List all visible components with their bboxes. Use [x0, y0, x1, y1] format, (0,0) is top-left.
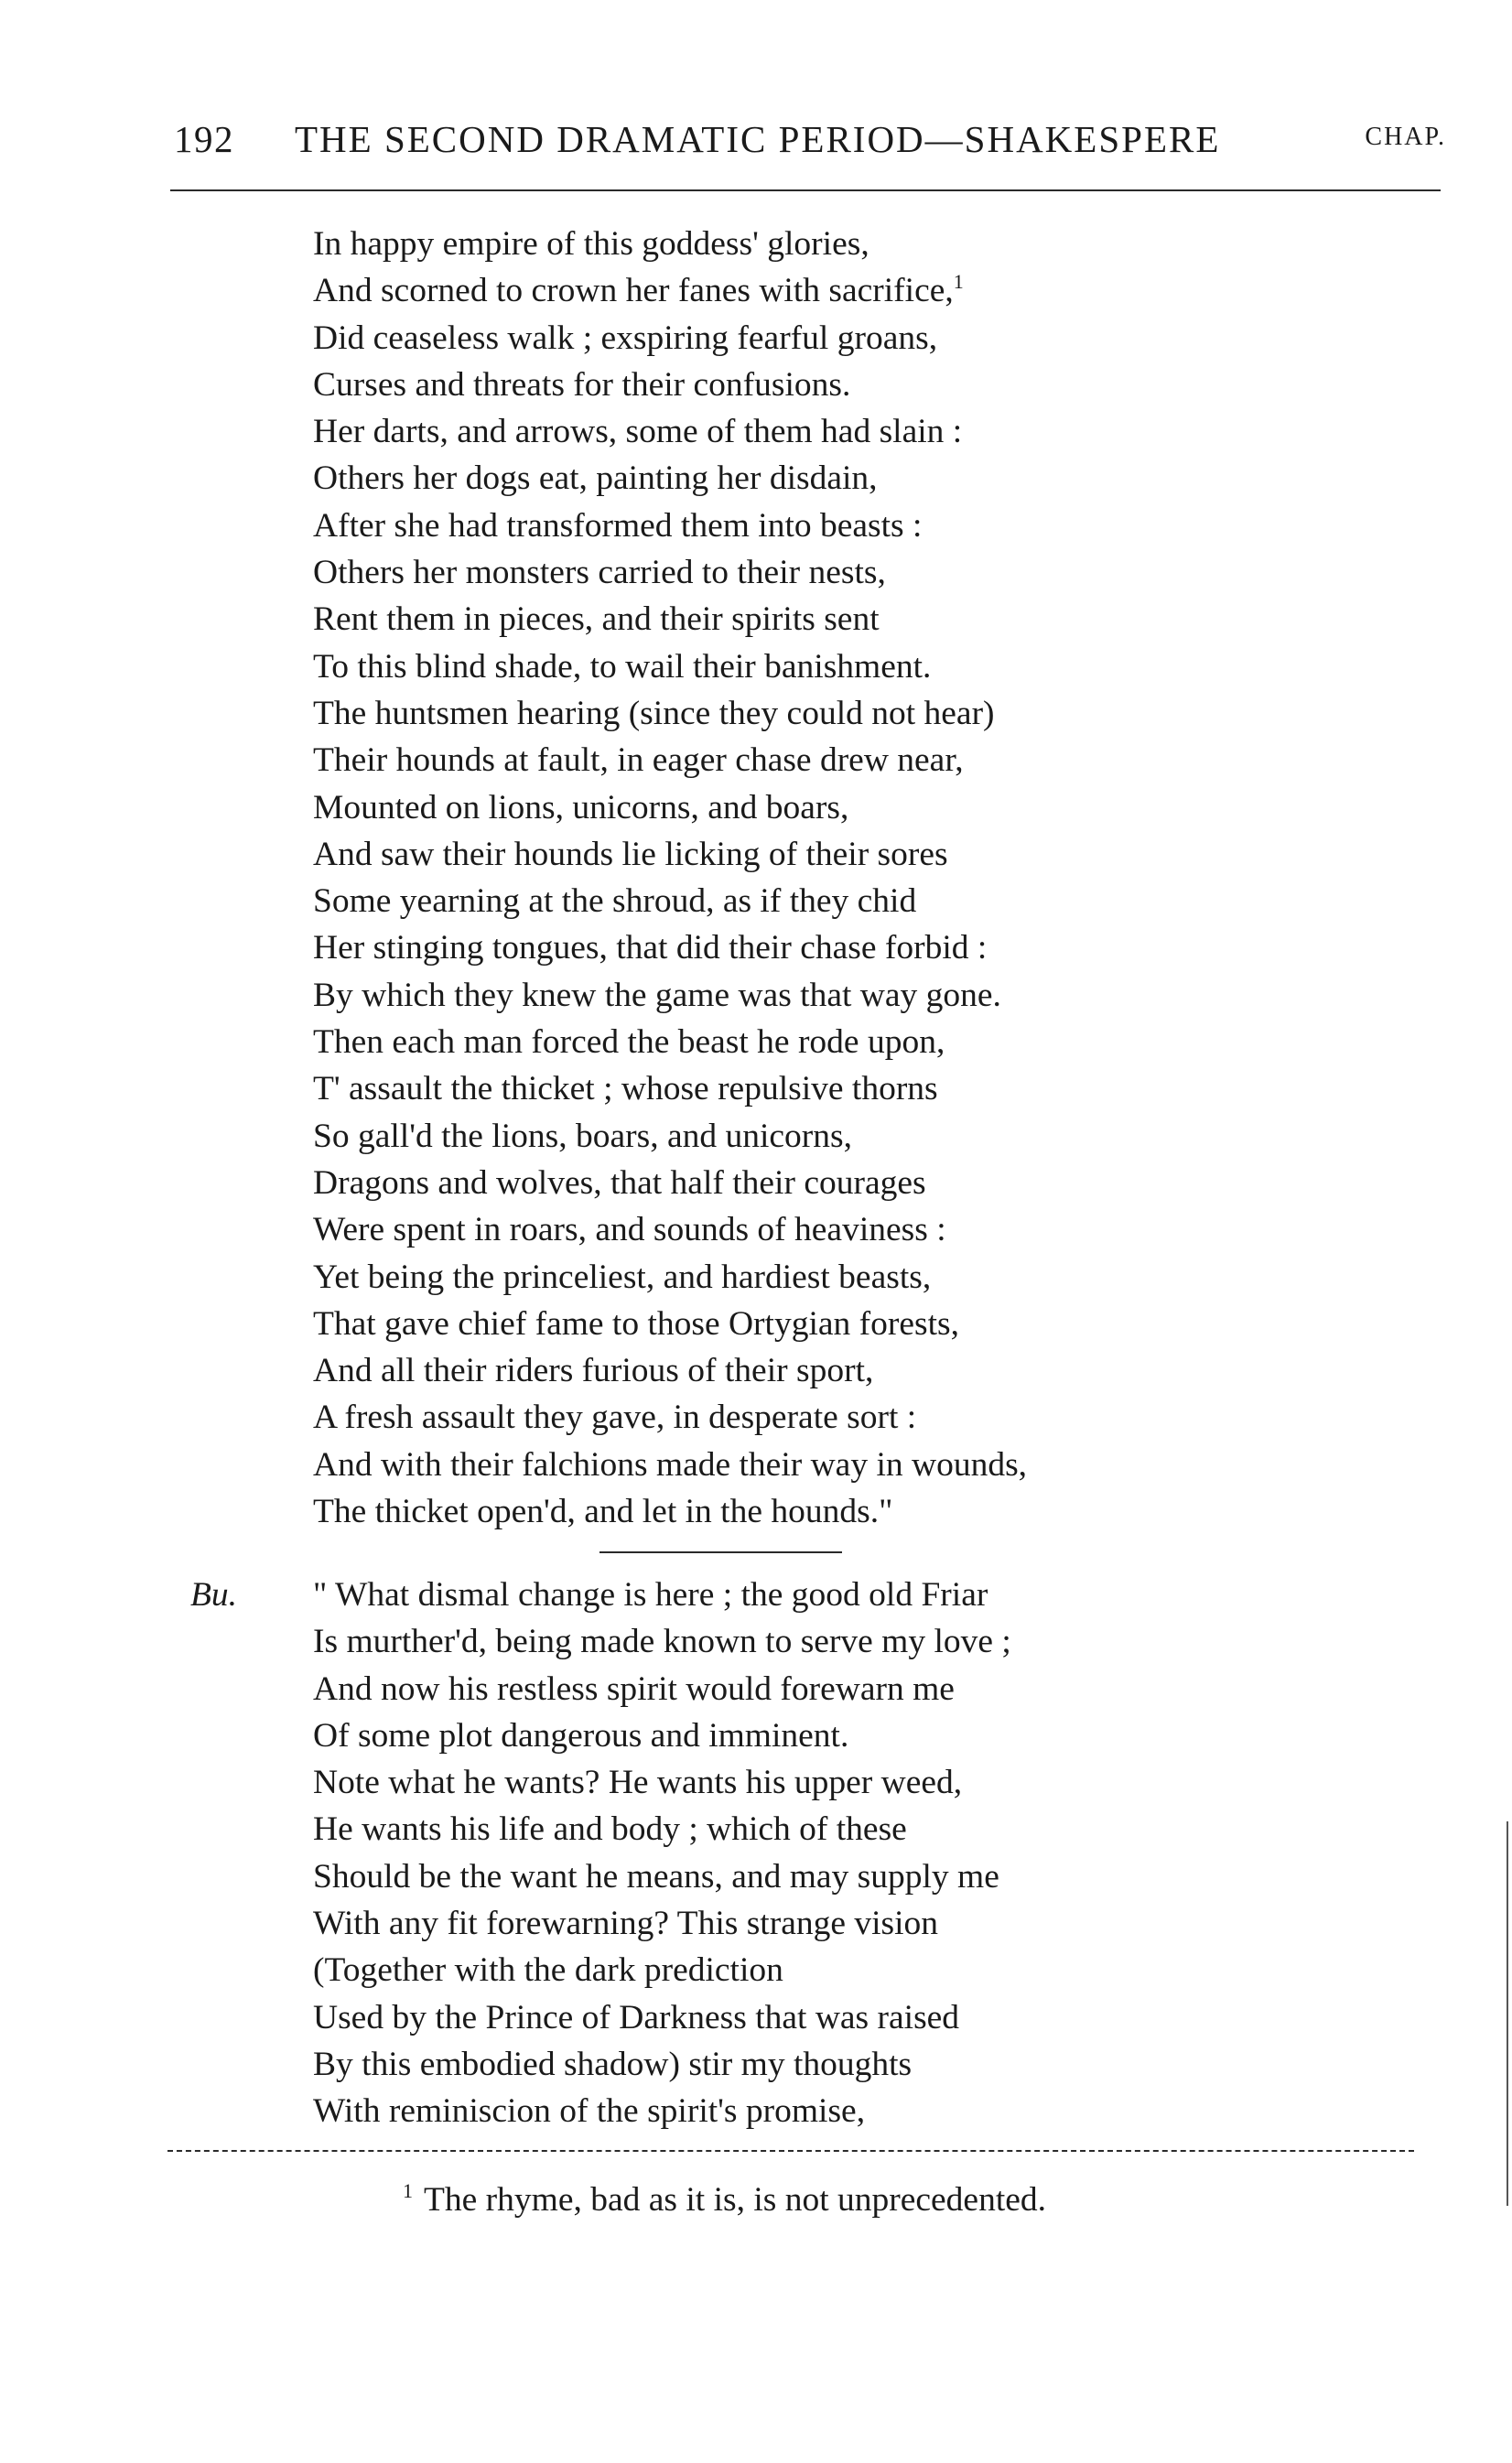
footnote: [403, 2180, 1046, 2220]
verse-line: (Together with the dark prediction: [313, 1951, 783, 1990]
verse-line: With any fit forewarning? This strange vision: [313, 1905, 939, 1943]
verse-line: In happy empire of this goddess' glories,: [313, 225, 869, 263]
verse-line: Rent them in pieces, and their spirits sent: [313, 600, 880, 639]
verse-line: To this blind shade, to wail their banishment.: [313, 647, 932, 686]
verse-line: By which they knew the game was that way gone.: [313, 976, 1001, 1014]
verse-line: Their hounds at fault, in eager chase drew near,: [313, 741, 964, 780]
verse-line: Used by the Prince of Darkness that was raised: [313, 1998, 960, 2036]
verse-line: " What dismal change is here ; the good old Friar: [313, 1576, 988, 1614]
speaker-label: Bu.: [190, 1576, 238, 1614]
footnote-rule: [167, 2150, 1414, 2152]
verse-line: He wants his life and body ; which of these: [313, 1810, 907, 1849]
verse-line: Mounted on lions, unicorns, and boars,: [313, 788, 849, 826]
verse-line: So gall'd the lions, boars, and unicorns,: [313, 1117, 852, 1155]
verse-line: After she had transformed them into beasts :: [313, 506, 923, 545]
verse-line: Others her dogs eat, painting her disdain,: [313, 459, 878, 498]
verse-block-2: [313, 1572, 1011, 2135]
footnote-marker: 1: [403, 2179, 413, 2202]
verse-line: Yet being the princeliest, and hardiest beasts,: [313, 1258, 932, 1296]
verse-line: Note what he wants? He wants his upper weed,: [313, 1764, 963, 1802]
verse-line: Then each man forced the beast he rode upon,: [313, 1023, 945, 1062]
verse-line: Dragons and wolves, that half their courages: [313, 1163, 926, 1202]
verse-line: That gave chief fame to those Ortygian forests,: [313, 1304, 959, 1343]
running-header: [174, 117, 1446, 163]
verse-block-1: [313, 221, 1027, 1535]
verse-line: And all their riders furious of their sport,: [313, 1352, 874, 1390]
verse-line: Her stinging tongues, that did their chase forbid :: [313, 929, 988, 967]
page-number: 192: [174, 118, 234, 160]
verse-line: Did ceaseless walk ; exspiring fearful groans,: [313, 319, 938, 357]
verse-line: By this embodied shadow) stir my thoughts: [313, 2045, 913, 2083]
verse-line: Her darts, and arrows, some of them had slain :: [313, 413, 963, 451]
section-divider: [599, 1551, 842, 1553]
verse-line: With reminiscion of the spirit's promise,: [313, 2092, 866, 2131]
header-rule: [170, 189, 1441, 191]
verse-line: The thicket open'd, and let in the hounds.": [313, 1493, 893, 1531]
verse-line: Of some plot dangerous and imminent.: [313, 1716, 849, 1755]
verse-line: A fresh assault they gave, in desperate sort :: [313, 1399, 917, 1437]
page-edge-mark: [1507, 1821, 1508, 2206]
verse-line: Others her monsters carried to their nests,: [313, 554, 886, 592]
verse-line: Curses and threats for their confusions.: [313, 365, 851, 404]
verse-line: And scorned to crown her fanes with sacrifice,$^1$: [313, 270, 964, 310]
footnote-reference: 1: [953, 270, 964, 294]
verse-line: T' assault the thicket ; whose repulsive thorns: [313, 1070, 938, 1108]
verse-line: Should be the want he means, and may supply me: [313, 1857, 999, 1896]
verse-line: The huntsmen hearing (since they could not hear): [313, 694, 995, 732]
footnote-text: The rhyme, bad as it is, is not unprecedented.: [424, 2181, 1047, 2219]
running-title: THE SECOND DRAMATIC PERIOD—SHAKESPERE: [295, 118, 1221, 160]
verse-line: And saw their hounds lie licking of their sores: [313, 835, 948, 873]
verse-line: Were spent in roars, and sounds of heaviness :: [313, 1211, 946, 1249]
chapter-label: CHAP.: [1365, 123, 1446, 151]
verse-line: Some yearning at the shroud, as if they chid: [313, 882, 917, 921]
verse-line: And with their falchions made their way in wounds,: [313, 1445, 1028, 1484]
verse-line: And now his restless spirit would forewarn me: [313, 1669, 955, 1708]
verse-line: Is murther'd, being made known to serve my love ;: [313, 1623, 1011, 1661]
